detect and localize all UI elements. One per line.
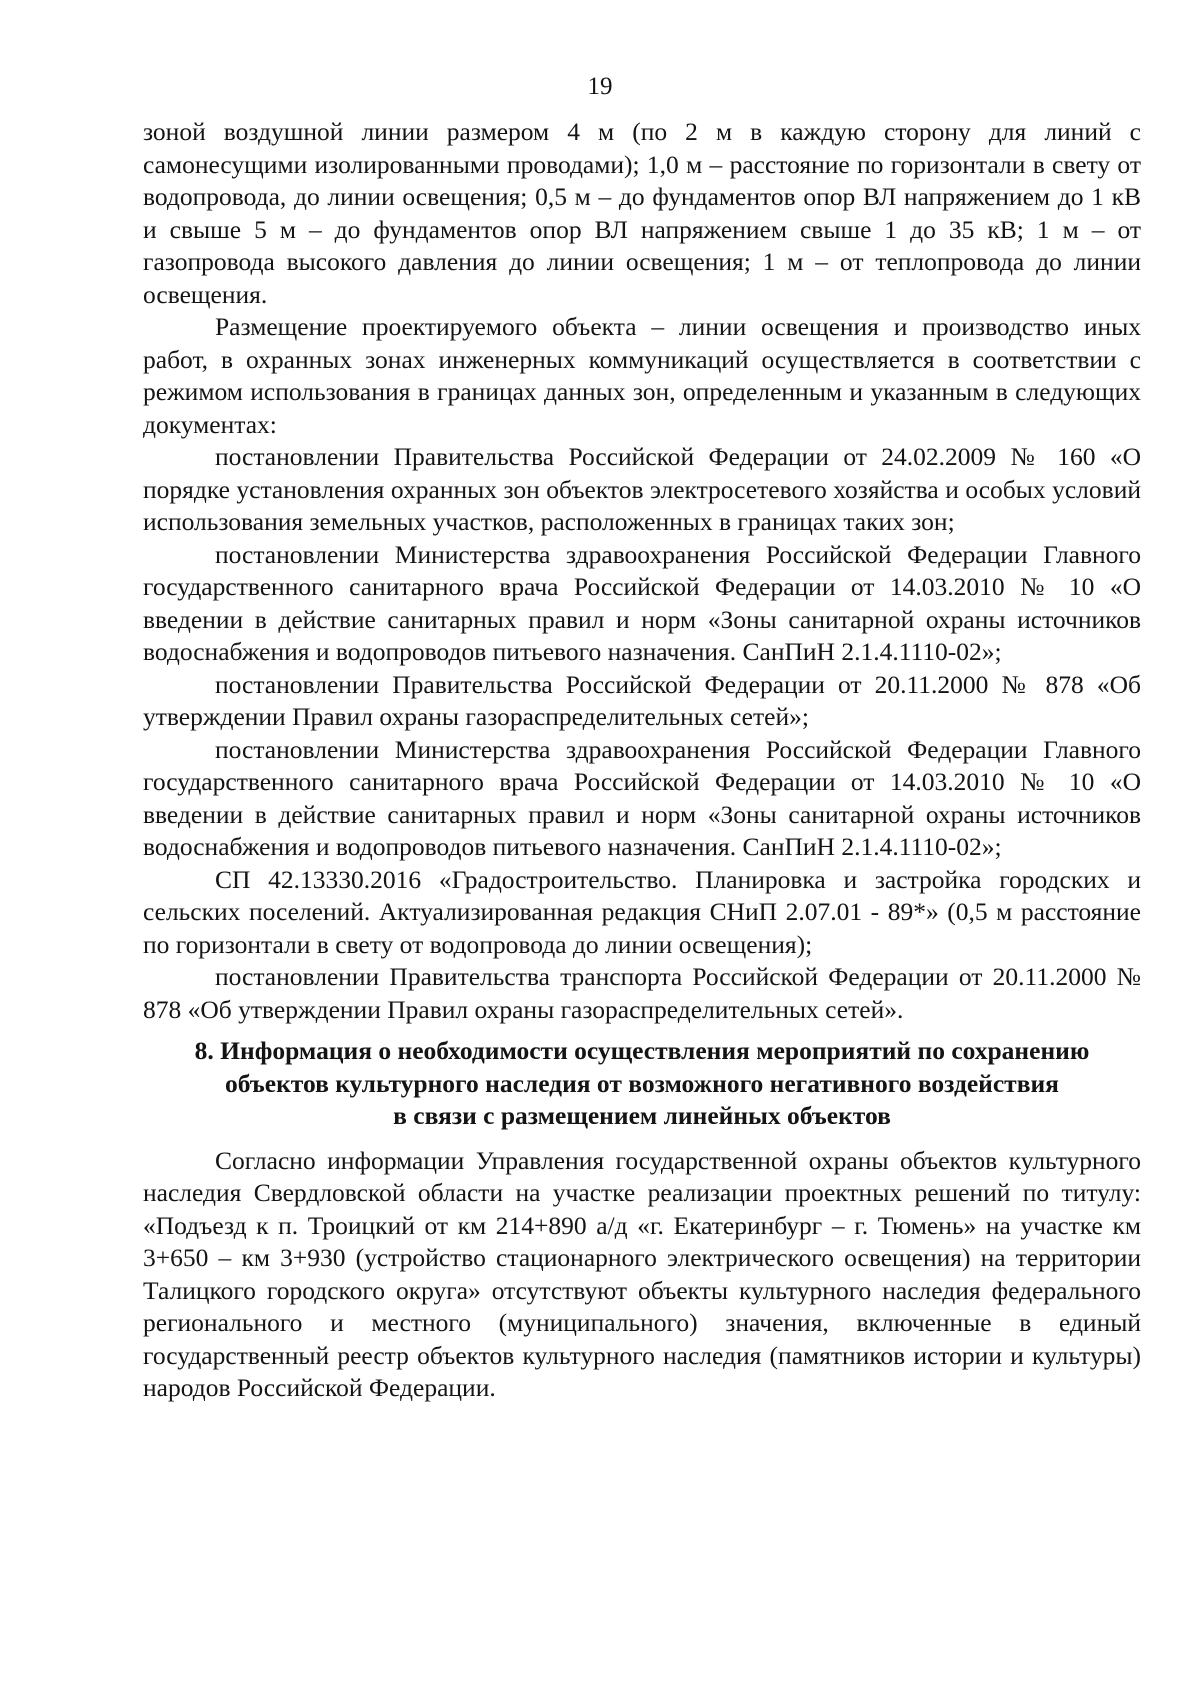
paragraph-object-placement: Размещение проектируемого объекта – линии освещения и производство иных работ, в охранных зонах инженерных коммуникаций осуществляется в соответствии с режимом использования в границах данных зон, определенным и указанным в следующих документах:	[143, 312, 1141, 439]
page-number: 19	[587, 73, 613, 100]
paragraph-transport-decree-878: постановлении Правительства транспорта Российской Федерации от 20.11.2000 № 878 «Об утверждении Правил охраны газораспределительных сетей».	[143, 962, 1141, 1024]
paragraph-sp-42: СП 42.13330.2016 «Градостроительство. Планировка и застройка городских и сельских поселений. Актуализированная редакция СНиП 2.07.01 - 89*» (0,5 м расстояние по горизонтали в свету от водопровода до линии освещения);	[143, 864, 1141, 959]
paragraph-sanpin-decree-2: постановлении Министерства здравоохранения Российской Федерации Главного государственного санитарного врача Российской Федерации от 14.03.2010 № 10 «О введении в действие санитарных правил и норм «Зоны санитарной охраны источников водоснабжения и водопроводов питьевого назначения. СанПиН 2.1.4.1110-02»;	[143, 734, 1141, 861]
paragraph-protection-zone-distances: зоной воздушной линии размером 4 м (по 2 м в каждую сторону для линий с самонесущими изолированными проводами); 1,0 м – расстояние по горизонтали в свету от водопровода, до линии освещения; 0,5 м – до фундаментов опор ВЛ напряжением до 1 кВ и свыше 5 м – до фундаментов опор ВЛ напряжением свыше 1 до 35 кВ; 1 м – от газопровода высокого давления до линии освещения; 1 м – от теплопровода до линии освещения.	[143, 117, 1141, 309]
paragraph-sanpin-decree-1: постановлении Министерства здравоохранения Российской Федерации Главного государственного санитарного врача Российской Федерации от 14.03.2010 № 10 «О введении в действие санитарных правил и норм «Зоны санитарной охраны источников водоснабжения и водопроводов питьевого назначения. СанПиН 2.1.4.1110-02»;	[143, 539, 1141, 666]
paragraph-cultural-heritage-info: Согласно информации Управления государственной охраны объектов культурного наследия Свердловской области на участке реализации проектных решений по титулу: «Подъезд к п. Троицкий от км 214+890 а/д «г. Екатеринбург – г. Тюмень» на участке км 3+650 – км 3+930 (устройство стационарного электрического освещения) на территории Талицкого городского округа» отсутствуют объекты культурного наследия федерального регионального и местного (муниципального) значения, включенные в единый государственный реестр объектов культурного наследия (памятников истории и культуры) народов Российской Федерации.	[143, 1145, 1141, 1402]
paragraph-decree-878: постановлении Правительства Российской Федерации от 20.11.2000 № 878 «Об утверждении Правил охраны газораспределительных сетей»;	[143, 669, 1141, 731]
paragraph-decree-160: постановлении Правительства Российской Федерации от 24.02.2009 № 160 «О порядке установления охранных зон объектов электросетевого хозяйства и особых условий использования земельных участков, расположенных в границах таких зон;	[143, 442, 1141, 536]
section-heading-line-1: 8. Информация о необходимости осуществления мероприятий по сохранению	[194, 1036, 1090, 1065]
section-heading-line-3: в связи с размещением линейных объектов	[393, 1101, 891, 1130]
document-body	[143, 116, 1141, 1405]
section-heading-line-2: объектов культурного наследия от возможного негативного воздействия	[225, 1068, 1059, 1098]
section-heading	[143, 1035, 1141, 1133]
